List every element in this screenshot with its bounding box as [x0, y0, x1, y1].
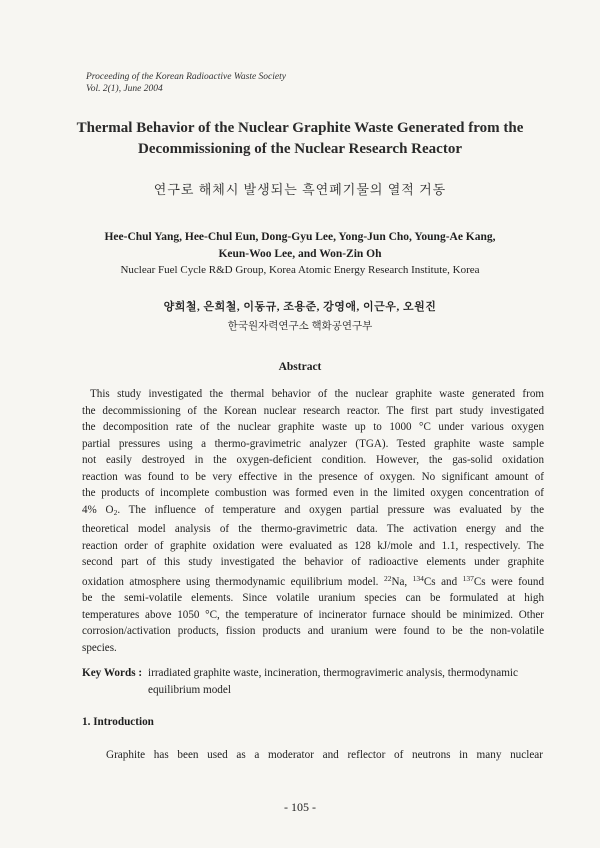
abstract-line: temperatures above 1050 °C, the temperature of incinerator furnace should be minimized. Other	[82, 608, 544, 621]
page-number: - 105 -	[284, 800, 316, 814]
isotope-element: Na,	[391, 575, 413, 588]
abstract-line	[82, 502, 544, 522]
abstract-line: not easily destroyed in the oxygen-deficient condition. However, the gas-solid oxidation	[82, 454, 544, 466]
korean-author-list: 양희철, 은희철, 이동규, 조용준, 강영애, 이근우, 오원진	[163, 301, 437, 313]
author-list	[60, 229, 540, 263]
isotope-element: Cs were found	[473, 575, 544, 588]
journal-name: Proceeding of the Korean Radioactive Waste Society	[86, 72, 286, 82]
abstract-line: second part of this study investigated the behavior of radioactive elements under graphite	[82, 556, 544, 568]
isotope-element: Cs and	[423, 575, 463, 588]
abstract-line	[82, 571, 544, 591]
isotope-mass: 137	[462, 573, 474, 583]
o2-prefix: 4% O	[82, 503, 114, 516]
abstract-heading: Abstract	[278, 361, 322, 373]
abstract-line: corrosion/activation products, fission products and uranium were found to be the non-volatile	[82, 625, 544, 637]
intro-paragraph: Graphite has been used as a moderator and reflector of neutrons in many nuclear	[106, 749, 543, 761]
abstract-line: reaction was found to be very effective in the presence of oxygen. No significant amount of	[82, 470, 544, 483]
isotope-intro: oxidation atmosphere using thermodynamic equilibrium model.	[82, 575, 384, 588]
isotope-mass: 22	[383, 573, 392, 583]
abstract-line: reaction order of graphite oxidation were evaluated as 128 kJ/mole and 1.1, respectively. The	[82, 539, 544, 552]
abstract-line: species.	[82, 641, 117, 654]
authors-line-1: Hee-Chul Yang, Hee-Chul Eun, Dong-Gyu Lee, Yong-Jun Cho, Young-Ae Kang,	[104, 231, 496, 243]
keywords-text: irradiated graphite waste, incineration, thermogravimeric analysis, thermodynamic equilibrium model	[148, 667, 518, 696]
abstract-line: be the semi-volatile elements. Since volatile uranium species can be formulated at high	[82, 592, 544, 604]
abstract-line: partial pressures using a thermo-gravimetric analyzer (TGA). Tested graphite waste sample	[82, 437, 544, 450]
abstract-line: This study investigated the thermal behavior of the nuclear graphite waste generated from	[90, 388, 544, 400]
o2-suffix: . The influence of temperature and oxygen partial pressure was evaluated by the	[117, 503, 545, 516]
abstract-body	[82, 386, 544, 656]
korean-affiliation: 한국원자력연구소 핵화공연구부	[227, 321, 373, 332]
korean-title: 연구로 해체시 발생되는 흑연폐기물의 열적 거동	[153, 182, 447, 197]
o2-subscript: 2	[113, 507, 118, 517]
abstract-line: the products of incomplete combustion was formed even in the limited oxygen concentration of	[82, 487, 544, 499]
affiliation: Nuclear Fuel Cycle R&D Group, Korea Atomic Energy Research Institute, Korea	[120, 264, 480, 276]
journal-header	[86, 71, 286, 95]
keywords-label: Key Words :	[82, 667, 143, 679]
isotope-mass: 134	[412, 573, 424, 583]
authors-line-2: Keun-Woo Lee, and Won-Zin Oh	[218, 248, 382, 260]
abstract-line: the decommissioning of the Korean nuclear research reactor. The first part study investigated	[82, 404, 544, 417]
title-line-2: Decommissioning of the Nuclear Research Reactor	[138, 141, 462, 157]
abstract-line: the decomposition rate of the nuclear graphite waste up to 1000 °C under various oxygen	[82, 421, 544, 433]
paper-title	[60, 118, 540, 160]
journal-volume: Vol. 2(1), June 2004	[86, 84, 163, 94]
section-heading: 1. Introduction	[82, 716, 154, 728]
abstract-line: theoretical model analysis of the thermo-gravimetric data. The activation energy and the	[82, 523, 544, 535]
title-line-1: Thermal Behavior of the Nuclear Graphite Waste Generated from the	[76, 120, 524, 136]
